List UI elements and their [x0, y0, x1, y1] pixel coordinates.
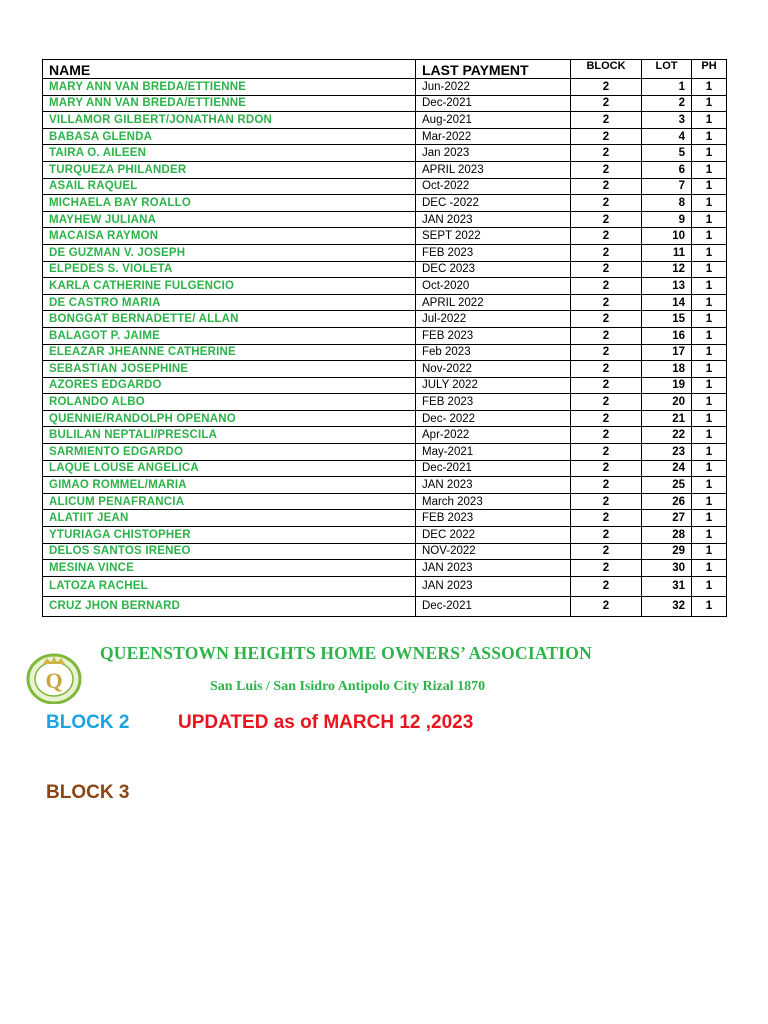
block-cell: 2: [571, 228, 642, 245]
ph-cell: 1: [692, 377, 727, 394]
name-cell: MAYHEW JULIANA: [43, 211, 416, 228]
block-cell: 2: [571, 244, 642, 261]
lot-cell: 3: [642, 112, 692, 129]
block-cell: 2: [571, 95, 642, 112]
name-cell: ALATIIT JEAN: [43, 510, 416, 527]
name-cell: YTURIAGA CHISTOPHER: [43, 527, 416, 544]
table-row: [43, 195, 727, 212]
lot-cell: 11: [642, 244, 692, 261]
table-row: [43, 596, 727, 616]
ph-cell: 1: [692, 228, 727, 245]
block-cell: 2: [571, 178, 642, 195]
last-payment-cell: Oct-2020: [416, 278, 571, 295]
name-cell: MICHAELA BAY ROALLO: [43, 195, 416, 212]
ph-cell: 1: [692, 311, 727, 328]
ph-cell: 1: [692, 460, 727, 477]
block-cell: 2: [571, 261, 642, 278]
name-cell: TAIRA O. AILEEN: [43, 145, 416, 162]
table-row: [43, 278, 727, 295]
ph-cell: 1: [692, 244, 727, 261]
block-cell: 2: [571, 576, 642, 596]
ph-cell: 1: [692, 327, 727, 344]
block-cell: 2: [571, 493, 642, 510]
lot-cell: 5: [642, 145, 692, 162]
table-row: [43, 493, 727, 510]
lot-cell: 23: [642, 444, 692, 461]
block-cell: 2: [571, 444, 642, 461]
table-row: [43, 543, 727, 560]
last-payment-cell: DEC -2022: [416, 195, 571, 212]
block-cell: 2: [571, 377, 642, 394]
name-cell: LATOZA RACHEL: [43, 576, 416, 596]
column-header-lot: LOT: [642, 60, 692, 79]
lot-cell: 13: [642, 278, 692, 295]
table-row: [43, 427, 727, 444]
payment-table: [42, 59, 727, 617]
lot-cell: 18: [642, 361, 692, 378]
last-payment-cell: FEB 2023: [416, 394, 571, 411]
lot-cell: 17: [642, 344, 692, 361]
table-row: [43, 294, 727, 311]
ph-cell: 1: [692, 128, 727, 145]
block-cell: 2: [571, 427, 642, 444]
last-payment-cell: FEB 2023: [416, 244, 571, 261]
last-payment-cell: APRIL 2022: [416, 294, 571, 311]
ph-cell: 1: [692, 79, 727, 96]
name-cell: BULILAN NEPTALI/PRESCILA: [43, 427, 416, 444]
name-cell: MESINA VINCE: [43, 560, 416, 577]
seal-letter: Q: [45, 668, 63, 693]
association-seal-icon: [26, 652, 82, 704]
last-payment-cell: NOV-2022: [416, 543, 571, 560]
table-row: [43, 211, 727, 228]
table-row: [43, 327, 727, 344]
name-cell: SEBASTIAN JOSEPHINE: [43, 361, 416, 378]
block-cell: 2: [571, 560, 642, 577]
lot-cell: 21: [642, 410, 692, 427]
last-payment-cell: FEB 2023: [416, 510, 571, 527]
lot-cell: 6: [642, 161, 692, 178]
table-row: [43, 228, 727, 245]
last-payment-cell: Aug-2021: [416, 112, 571, 129]
column-header-block: BLOCK: [571, 60, 642, 79]
name-cell: ELEAZAR JHEANNE CATHERINE: [43, 344, 416, 361]
block-cell: 2: [571, 510, 642, 527]
lot-cell: 7: [642, 178, 692, 195]
last-payment-cell: Apr-2022: [416, 427, 571, 444]
name-cell: SARMIENTO EDGARDO: [43, 444, 416, 461]
lot-cell: 2: [642, 95, 692, 112]
lot-cell: 4: [642, 128, 692, 145]
ph-cell: 1: [692, 161, 727, 178]
table-row: [43, 311, 727, 328]
block-cell: 2: [571, 344, 642, 361]
lot-cell: 32: [642, 596, 692, 616]
ph-cell: 1: [692, 410, 727, 427]
table-row: [43, 145, 727, 162]
ph-cell: 1: [692, 261, 727, 278]
name-cell: AZORES EDGARDO: [43, 377, 416, 394]
block-cell: 2: [571, 278, 642, 295]
lot-cell: 26: [642, 493, 692, 510]
last-payment-cell: JULY 2022: [416, 377, 571, 394]
name-cell: ROLANDO ALBO: [43, 394, 416, 411]
ph-cell: 1: [692, 361, 727, 378]
last-payment-cell: Dec-2021: [416, 596, 571, 616]
lot-cell: 25: [642, 477, 692, 494]
name-cell: VILLAMOR GILBERT/JONATHAN RDON: [43, 112, 416, 129]
last-payment-cell: Dec-2021: [416, 460, 571, 477]
table-row: [43, 178, 727, 195]
ph-cell: 1: [692, 596, 727, 616]
name-cell: DE GUZMAN V. JOSEPH: [43, 244, 416, 261]
last-payment-cell: Feb 2023: [416, 344, 571, 361]
block-cell: 2: [571, 394, 642, 411]
ph-cell: 1: [692, 294, 727, 311]
lot-cell: 22: [642, 427, 692, 444]
ph-cell: 1: [692, 427, 727, 444]
block-cell: 2: [571, 543, 642, 560]
block-cell: 2: [571, 145, 642, 162]
lot-cell: 15: [642, 311, 692, 328]
block-cell: 2: [571, 161, 642, 178]
name-cell: CRUZ JHON BERNARD: [43, 596, 416, 616]
association-footer: [0, 640, 768, 710]
ph-cell: 1: [692, 493, 727, 510]
name-cell: BALAGOT P. JAIME: [43, 327, 416, 344]
last-payment-cell: March 2023: [416, 493, 571, 510]
table-row: [43, 161, 727, 178]
table-row: [43, 444, 727, 461]
name-cell: MARY ANN VAN BREDA/ETTIENNE: [43, 79, 416, 96]
table-row: [43, 344, 727, 361]
association-name: QUEENSTOWN HEIGHTS HOME OWNERS’ ASSOCIATION: [100, 643, 592, 663]
lot-cell: 1: [642, 79, 692, 96]
name-cell: GIMAO ROMMEL/MARIA: [43, 477, 416, 494]
last-payment-cell: Oct-2022: [416, 178, 571, 195]
block-cell: 2: [571, 361, 642, 378]
association-address: San Luis / San Isidro Antipolo City Rizal 1870: [210, 679, 486, 694]
last-payment-cell: JAN 2023: [416, 477, 571, 494]
name-cell: ELPEDES S. VIOLETA: [43, 261, 416, 278]
last-payment-cell: JAN 2023: [416, 560, 571, 577]
block-2-label: BLOCK 2: [46, 712, 130, 733]
updated-date-text: UPDATED as of MARCH 12 ,2023: [178, 712, 474, 733]
lot-cell: 16: [642, 327, 692, 344]
table-row: [43, 394, 727, 411]
column-header-last-payment: LAST PAYMENT: [416, 60, 571, 79]
ph-cell: 1: [692, 278, 727, 295]
ph-cell: 1: [692, 195, 727, 212]
block-cell: 2: [571, 410, 642, 427]
lot-cell: 10: [642, 228, 692, 245]
name-cell: DE CASTRO MARIA: [43, 294, 416, 311]
block-3-label: BLOCK 3: [46, 782, 130, 803]
name-cell: MARY ANN VAN BREDA/ETTIENNE: [43, 95, 416, 112]
block-cell: 2: [571, 596, 642, 616]
lot-cell: 8: [642, 195, 692, 212]
last-payment-cell: APRIL 2023: [416, 161, 571, 178]
lot-cell: 29: [642, 543, 692, 560]
last-payment-cell: JAN 2023: [416, 576, 571, 596]
table-row: [43, 576, 727, 596]
ph-cell: 1: [692, 576, 727, 596]
lot-cell: 20: [642, 394, 692, 411]
block-cell: 2: [571, 128, 642, 145]
lot-cell: 28: [642, 527, 692, 544]
ph-cell: 1: [692, 444, 727, 461]
table-body: [43, 79, 727, 617]
name-cell: ALICUM PENAFRANCIA: [43, 493, 416, 510]
table-row: [43, 560, 727, 577]
last-payment-cell: Dec- 2022: [416, 410, 571, 427]
table-row: [43, 128, 727, 145]
table-row: [43, 112, 727, 129]
ph-cell: 1: [692, 112, 727, 129]
name-cell: KARLA CATHERINE FULGENCIO: [43, 278, 416, 295]
ph-cell: 1: [692, 510, 727, 527]
table-row: [43, 361, 727, 378]
name-cell: DELOS SANTOS IRENEO: [43, 543, 416, 560]
ph-cell: 1: [692, 477, 727, 494]
ph-cell: 1: [692, 560, 727, 577]
block-cell: 2: [571, 477, 642, 494]
table-row: [43, 261, 727, 278]
name-cell: TURQUEZA PHILANDER: [43, 161, 416, 178]
block-cell: 2: [571, 311, 642, 328]
last-payment-cell: Jan 2023: [416, 145, 571, 162]
table-row: [43, 95, 727, 112]
name-cell: ASAIL RAQUEL: [43, 178, 416, 195]
name-cell: LAQUE LOUSE ANGELICA: [43, 460, 416, 477]
ph-cell: 1: [692, 394, 727, 411]
lot-cell: 27: [642, 510, 692, 527]
last-payment-cell: SEPT 2022: [416, 228, 571, 245]
table-row: [43, 460, 727, 477]
ph-cell: 1: [692, 145, 727, 162]
block-cell: 2: [571, 195, 642, 212]
block-cell: 2: [571, 112, 642, 129]
table-row: [43, 510, 727, 527]
ph-cell: 1: [692, 527, 727, 544]
last-payment-cell: DEC 2023: [416, 261, 571, 278]
block-cell: 2: [571, 294, 642, 311]
name-cell: MACAISA RAYMON: [43, 228, 416, 245]
ph-cell: 1: [692, 211, 727, 228]
last-payment-cell: May-2021: [416, 444, 571, 461]
ph-cell: 1: [692, 95, 727, 112]
lot-cell: 31: [642, 576, 692, 596]
payment-sheet: [42, 59, 726, 617]
table-row: [43, 477, 727, 494]
table-row: [43, 377, 727, 394]
lot-cell: 14: [642, 294, 692, 311]
table-row: [43, 244, 727, 261]
name-cell: BONGGAT BERNADETTE/ ALLAN: [43, 311, 416, 328]
last-payment-cell: JAN 2023: [416, 211, 571, 228]
block-cell: 2: [571, 460, 642, 477]
block-cell: 2: [571, 527, 642, 544]
ph-cell: 1: [692, 543, 727, 560]
block-cell: 2: [571, 79, 642, 96]
last-payment-cell: Mar-2022: [416, 128, 571, 145]
column-header-ph: PH: [692, 60, 727, 79]
name-cell: QUENNIE/RANDOLPH OPENANO: [43, 410, 416, 427]
lot-cell: 19: [642, 377, 692, 394]
table-header-row: [43, 60, 727, 79]
last-payment-cell: FEB 2023: [416, 327, 571, 344]
last-payment-cell: Jun-2022: [416, 79, 571, 96]
last-payment-cell: Jul-2022: [416, 311, 571, 328]
block-cell: 2: [571, 327, 642, 344]
ph-cell: 1: [692, 178, 727, 195]
last-payment-cell: Dec-2021: [416, 95, 571, 112]
table-row: [43, 410, 727, 427]
table-row: [43, 79, 727, 96]
lot-cell: 9: [642, 211, 692, 228]
block-cell: 2: [571, 211, 642, 228]
ph-cell: 1: [692, 344, 727, 361]
last-payment-cell: Nov-2022: [416, 361, 571, 378]
last-payment-cell: DEC 2022: [416, 527, 571, 544]
lot-cell: 24: [642, 460, 692, 477]
table-row: [43, 527, 727, 544]
lot-cell: 30: [642, 560, 692, 577]
name-cell: BABASA GLENDA: [43, 128, 416, 145]
column-header-name: NAME: [43, 60, 416, 79]
lot-cell: 12: [642, 261, 692, 278]
